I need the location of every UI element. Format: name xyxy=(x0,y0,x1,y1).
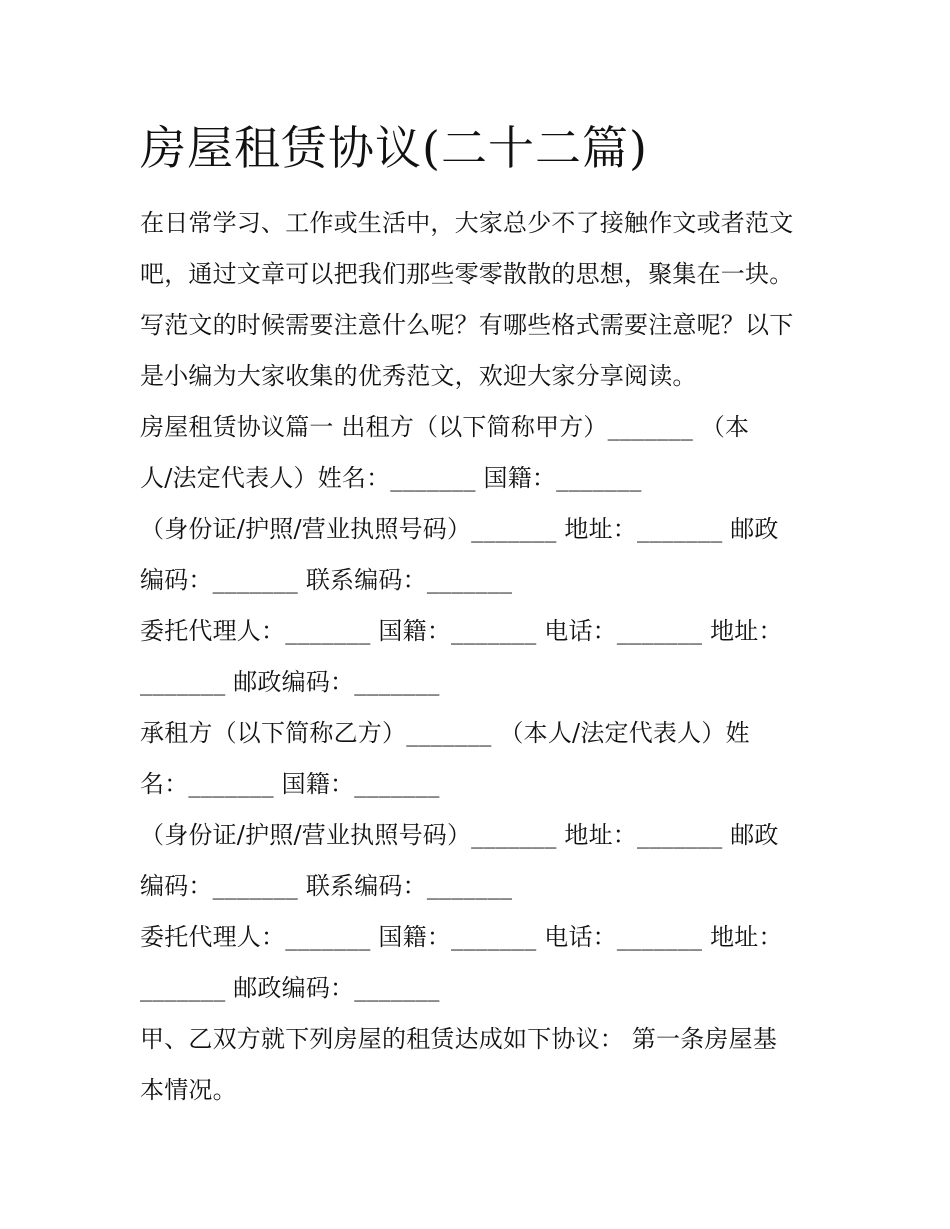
text-line: 编码：_______ 联系编码：_______ xyxy=(140,566,513,594)
document-content xyxy=(140,112,830,1116)
text-line: 本情况。 xyxy=(140,1076,237,1104)
text-line: 编码：_______ 联系编码：_______ xyxy=(140,872,513,900)
text-line: 甲、乙双方就下列房屋的租赁达成如下协议： 第一条房屋基 xyxy=(140,1025,778,1053)
document-body xyxy=(140,198,830,1116)
text-line: 人/法定代表人）姓名：_______ 国籍：_______ xyxy=(140,464,642,492)
text-line: 委托代理人：_______ 国籍：_______ 电话：_______ 地址： xyxy=(140,617,783,645)
text-line: （身份证/护照/营业执照号码）_______ 地址：_______ 邮政 xyxy=(140,515,779,543)
text-line: _______ 邮政编码：_______ xyxy=(140,668,440,696)
text-line: 吧，通过文章可以把我们那些零零散散的思想，聚集在一块。 xyxy=(140,260,794,288)
text-line: _______ 邮政编码：_______ xyxy=(140,974,440,1002)
text-line: 在日常学习、工作或生活中，大家总少不了接触作文或者范文 xyxy=(140,209,794,237)
text-line: 房屋租赁协议篇一 出租方（以下简称甲方）_______ （本 xyxy=(140,413,750,441)
text-line: 承租方（以下简称乙方）_______ （本人/法定代表人）姓 xyxy=(140,719,750,747)
text-line: 是小编为大家收集的优秀范文，欢迎大家分享阅读。 xyxy=(140,362,697,390)
text-line: 委托代理人：_______ 国籍：_______ 电话：_______ 地址： xyxy=(140,923,783,951)
text-line: （身份证/护照/营业执照号码）_______ 地址：_______ 邮政 xyxy=(140,821,779,849)
text-line: 写范文的时候需要注意什么呢？有哪些格式需要注意呢？以下 xyxy=(140,311,794,339)
text-line: 名：_______ 国籍：_______ xyxy=(140,770,440,798)
document-title: 房屋租赁协议(二十二篇) xyxy=(140,121,648,175)
